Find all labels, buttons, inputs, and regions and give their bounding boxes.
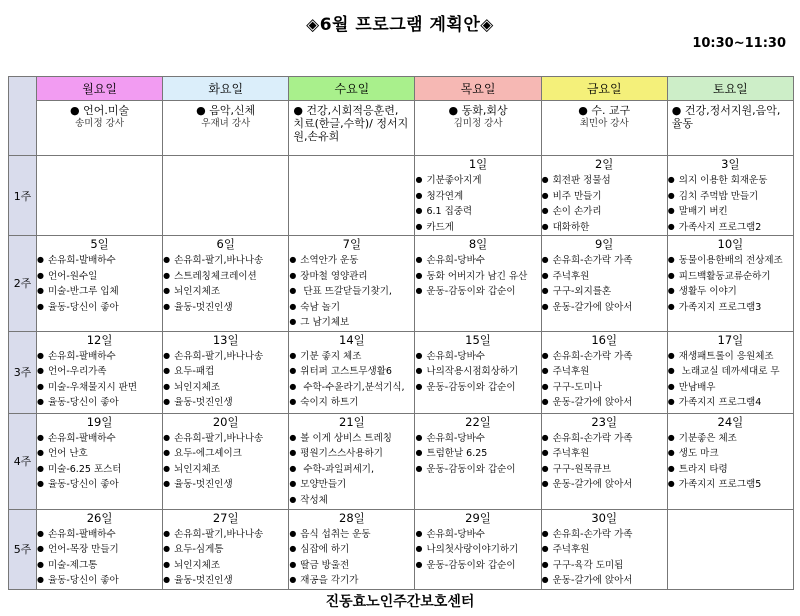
- day-cell: [667, 156, 793, 236]
- day-date: 7일: [342, 237, 362, 251]
- day-date: 5일: [90, 237, 109, 251]
- activity-item: ● 딸금 방울전: [289, 558, 414, 574]
- activity-item: ● 운동-갈가에 앉아서: [542, 395, 667, 411]
- day-cell: [541, 156, 667, 236]
- activity-item: ● 가족지지 프로그램4: [668, 395, 793, 411]
- activity-item: ● 김치 주먹밥 만들기: [668, 189, 793, 205]
- program-title: ● 건강,정서지원,음악, 율동: [671, 104, 781, 130]
- activity-item: ● 음식 섭취는 운동: [289, 527, 414, 543]
- activity-item: ● 언어-우리가족: [37, 364, 162, 380]
- activity-list: [542, 349, 667, 411]
- activity-item: ● 언어-목장 만들기: [37, 542, 162, 558]
- activity-item: ● 재공을 각기가: [289, 573, 414, 589]
- program-cell-sat: [667, 101, 793, 156]
- day-cell: [163, 509, 289, 589]
- activity-item: ● 생활두 이야기: [668, 284, 793, 300]
- activity-item: ● 숙남 놀기: [289, 300, 414, 316]
- activity-list: [289, 253, 414, 331]
- activity-item: ● 언어 난호: [37, 446, 162, 462]
- day-date: 3일: [721, 157, 740, 171]
- activity-item: ● 나의첫사랑이야기하기: [415, 542, 540, 558]
- day-date: 26일: [86, 510, 113, 525]
- day-date: 28일: [339, 510, 365, 525]
- activity-item: ● 율동-멋진인생: [163, 477, 288, 493]
- activity-list: [163, 253, 288, 315]
- day-cell: [289, 413, 415, 509]
- activity-item: ● 미술-6.25 포스터: [37, 462, 162, 478]
- activity-list: [668, 173, 793, 235]
- activity-item: ● 뇌인지체조: [163, 380, 288, 396]
- activity-item: ● 손유희-팔배하수: [37, 431, 162, 447]
- day-date: 9일: [594, 237, 614, 251]
- activity-item: ● 율동-멋진인생: [163, 395, 288, 411]
- activity-item: ● 뇌인지체조: [163, 462, 288, 478]
- day-cell: [163, 156, 289, 236]
- day-cell: [289, 331, 415, 413]
- day-cell: [163, 236, 289, 332]
- activity-item: ● 대화하한: [542, 220, 667, 236]
- activity-item: ● 구구-외지를혼: [542, 284, 667, 300]
- activity-item: ● 율동-멋진인생: [163, 573, 288, 589]
- day-cell: [37, 156, 163, 236]
- activity-list: [37, 431, 162, 493]
- day-date: 13일: [212, 332, 239, 347]
- day-date: 22일: [465, 414, 491, 429]
- center-name: 진동효노인주간보호센터: [325, 594, 475, 610]
- activity-item: ● 운동-감동이와 갑순이: [415, 558, 540, 574]
- activity-list: [542, 527, 667, 589]
- activity-item: ● 운동-감동이와 갑순이: [415, 284, 540, 300]
- activity-item: ● 주넉후원: [542, 446, 667, 462]
- day-date: [668, 510, 793, 527]
- activity-item: ● 언어-원수일: [37, 269, 162, 285]
- activity-item: ● 손유희-팔배하수: [37, 349, 162, 365]
- activity-item: ● 운동-갈가에 앉아서: [542, 573, 667, 589]
- activity-list: [668, 253, 793, 315]
- page-title: ◈6월 프로그램 계획안◈: [306, 15, 494, 35]
- activity-item: ● 율동-당신이 좋아: [37, 395, 162, 411]
- program-teacher: 우재녀 강사: [201, 118, 251, 129]
- day-cell: [163, 331, 289, 413]
- activity-item: ● 구구-육각 도미됨: [542, 558, 667, 574]
- activity-item: ● 비주 만들기: [542, 189, 667, 205]
- week-label: 3주: [9, 331, 37, 413]
- day-header-tue: 화요일: [163, 77, 289, 101]
- activity-item: ● 손유희-팔기,바나나송: [163, 349, 288, 365]
- day-date: 1일: [468, 157, 488, 171]
- activity-item: ● 장마철 영양관리: [289, 269, 414, 285]
- activity-item: ● 수학-과일퍼세기,: [289, 462, 414, 478]
- day-date: 30일: [591, 510, 618, 525]
- day-cell: [415, 509, 541, 589]
- activity-list: [37, 349, 162, 411]
- activity-item: ● 만남배우: [668, 380, 793, 396]
- activity-list: [542, 173, 667, 235]
- activity-item: ● 평원기스스사용하기: [289, 446, 414, 462]
- day-date: 8일: [468, 237, 488, 251]
- activity-item: ● 단표 뜨갈닫들기찾기,: [289, 284, 414, 300]
- activity-item: ● 손유희-당바수: [415, 253, 540, 269]
- day-cell: [667, 509, 793, 589]
- activity-item: ● 뇌인지체조: [163, 558, 288, 574]
- day-cell: [163, 413, 289, 509]
- activity-item: ● 손유희-손가락 가족: [542, 527, 667, 543]
- activity-item: ● 율동-당신이 좋아: [37, 300, 162, 316]
- day-cell: [415, 156, 541, 236]
- activity-list: [415, 173, 540, 235]
- activity-item: ● 뇌인지체조: [163, 284, 288, 300]
- day-cell: [541, 413, 667, 509]
- activity-item: ● 손유희-팔배하수: [37, 527, 162, 543]
- activity-item: ● 트라지 타령: [668, 462, 793, 478]
- activity-item: ● 손유희-팔기,바나나송: [163, 527, 288, 543]
- activity-item: ● 동물이용한배의 전상제조: [668, 253, 793, 269]
- activity-item: ● 심잡에 하기: [289, 542, 414, 558]
- week-label: 4주: [9, 413, 37, 509]
- activity-list: [668, 431, 793, 493]
- activity-list: [163, 349, 288, 411]
- day-date: 29일: [465, 510, 491, 525]
- day-date: 21일: [339, 414, 365, 429]
- activity-list: [289, 349, 414, 411]
- program-cell-wed: [289, 101, 415, 156]
- day-cell: [415, 413, 541, 509]
- activity-item: ● 운동-감동이와 갑순이: [415, 380, 540, 396]
- day-header-wed: 수요일: [289, 77, 415, 101]
- activity-item: ● 구구-도미나: [542, 380, 667, 396]
- program-cell-tue: [163, 101, 289, 156]
- activity-item: ● 손유희-팔기,바나나송: [163, 431, 288, 447]
- day-cell: [289, 236, 415, 332]
- day-date: 2일: [594, 157, 614, 171]
- day-date: 23일: [591, 414, 618, 429]
- activity-item: ● 청각연계: [415, 189, 540, 205]
- activity-item: ● 손유희-당바수: [415, 527, 540, 543]
- day-cell: [667, 413, 793, 509]
- program-teacher: 송미정 강사: [75, 118, 125, 129]
- day-date: 6일: [216, 237, 235, 251]
- activity-item: ● 회전판 정물섬: [542, 173, 667, 189]
- activity-item: ● 나의작용시점회상하기: [415, 364, 540, 380]
- activity-item: ● 주넉후원: [542, 269, 667, 285]
- activity-item: ● 가족사지 프로그램2: [668, 220, 793, 236]
- day-cell: [37, 236, 163, 332]
- activity-item: ● 구구-원목큐브: [542, 462, 667, 478]
- day-date: 27일: [212, 510, 239, 525]
- program-title: ● 동화,회상: [448, 104, 508, 117]
- corner-cell: [9, 77, 37, 156]
- activity-item: ● 운동-갈가에 앉아서: [542, 477, 667, 493]
- activity-item: ● 손유희-당바수: [415, 349, 540, 365]
- activity-item: ● 기분좋아지게: [415, 173, 540, 189]
- program-title: ● 언어.미술: [70, 104, 130, 117]
- activity-item: ● 재생패트롤이 응원체조: [668, 349, 793, 365]
- day-cell: [37, 331, 163, 413]
- program-cell-mon: [37, 101, 163, 156]
- activity-item: ● 생도 마크: [668, 446, 793, 462]
- activity-item: ● 미술-반그루 입체: [37, 284, 162, 300]
- activity-list: [37, 253, 162, 315]
- activity-list: [668, 349, 793, 411]
- activity-item: ● 그 남기체보: [289, 315, 414, 331]
- day-date: 12일: [86, 332, 113, 347]
- activity-item: ● 스트레칭체크레이션: [163, 269, 288, 285]
- program-title: ● 음악,신체: [196, 104, 256, 117]
- activity-item: ● 주넉후원: [542, 542, 667, 558]
- schedule-table: [8, 76, 794, 590]
- program-cell-thu: [415, 101, 541, 156]
- activity-item: ● 율동-당신이 좋아: [37, 477, 162, 493]
- program-teacher: 최민아 강사: [579, 118, 629, 129]
- day-date: 20일: [212, 414, 239, 429]
- day-header-fri: 금요일: [541, 77, 667, 101]
- day-cell: [667, 331, 793, 413]
- activity-item: ● 피드백활동교류순하기: [668, 269, 793, 285]
- activity-item: ● 가족지지 프로그램5: [668, 477, 793, 493]
- program-title: ● 건강,시회적응훈련, 치료(한글,수학)/ 정서지원,손유희: [293, 104, 409, 143]
- day-cell: [289, 509, 415, 589]
- activity-item: ● 주넉후원: [542, 364, 667, 380]
- time-range: 10:30~11:30: [692, 36, 786, 51]
- activity-item: ● 모양만들기: [289, 477, 414, 493]
- activity-item: ● 요두-심게통: [163, 542, 288, 558]
- activity-item: ● 미술-제그통: [37, 558, 162, 574]
- activity-list: [415, 527, 540, 574]
- day-cell: [541, 331, 667, 413]
- day-header-mon: 월요일: [37, 77, 163, 101]
- activity-list: [37, 527, 162, 589]
- day-date: [289, 156, 414, 173]
- activity-list: [542, 253, 667, 315]
- activity-item: ● 카드게: [415, 220, 540, 236]
- day-date: 15일: [465, 332, 491, 347]
- activity-list: [163, 431, 288, 493]
- activity-item: ● 운동-감동이와 갑순이: [415, 462, 540, 478]
- activity-item: ● 미술-우채물지시 판면: [37, 380, 162, 396]
- activity-item: ● 손이 손가리: [542, 204, 667, 220]
- day-date: 10일: [717, 237, 744, 251]
- day-cell: [415, 331, 541, 413]
- activity-list: [289, 527, 414, 589]
- activity-item: ● 소역안가 운동: [289, 253, 414, 269]
- day-cell: [541, 236, 667, 332]
- activity-item: ● 손유희-팔기,바나나송: [163, 253, 288, 269]
- activity-item: ● 위터퍼 고스트무생활6: [289, 364, 414, 380]
- day-date: 16일: [591, 332, 618, 347]
- day-date: [37, 156, 162, 173]
- week-label: 2주: [9, 236, 37, 332]
- activity-item: ● 기분좋은 체조: [668, 431, 793, 447]
- activity-item: ● 트럼한날 6.25: [415, 446, 540, 462]
- activity-item: ● 볼 이게 상비스 트레칭: [289, 431, 414, 447]
- activity-item: ● 노래교실 데까세대로 무: [668, 364, 793, 380]
- activity-item: ● 숙이지 하트기: [289, 395, 414, 411]
- day-date: 17일: [717, 332, 744, 347]
- activity-item: ● 가족지지 프로그램3: [668, 300, 793, 316]
- day-cell: [541, 509, 667, 589]
- activity-item: ● 율동-멋진인생: [163, 300, 288, 316]
- activity-list: [163, 527, 288, 589]
- day-header-thu: 목요일: [415, 77, 541, 101]
- activity-list: [415, 349, 540, 396]
- day-date: 19일: [86, 414, 113, 429]
- day-cell: [37, 509, 163, 589]
- activity-item: ● 손유희-당바수: [415, 431, 540, 447]
- activity-item: ● 수학-수윤라기,분석기식,: [289, 380, 414, 396]
- activity-list: [542, 431, 667, 493]
- activity-item: ● 말배기 버킨: [668, 204, 793, 220]
- day-cell: [667, 236, 793, 332]
- activity-item: ● 동화 어버지가 남긴 유산: [415, 269, 540, 285]
- week-label: 1주: [9, 156, 37, 236]
- activity-item: ● 운동-갈가에 앉아서: [542, 300, 667, 316]
- day-cell: [37, 413, 163, 509]
- activity-item: ● 의지 이용한 회재운동: [668, 173, 793, 189]
- day-cell: [415, 236, 541, 332]
- day-date: 24일: [717, 414, 744, 429]
- activity-list: [415, 431, 540, 478]
- activity-item: ● 손유희-손가락 가족: [542, 349, 667, 365]
- activity-item: ● 손유희-손가락 가족: [542, 253, 667, 269]
- day-cell: [289, 156, 415, 236]
- activity-list: [415, 253, 540, 300]
- activity-item: ● 손유희-손가락 가족: [542, 431, 667, 447]
- activity-item: ● 손유희-발배하수: [37, 253, 162, 269]
- day-header-sat: 토요일: [667, 77, 793, 101]
- week-label: 5주: [9, 509, 37, 589]
- activity-item: ● 율동-당신이 좋아: [37, 573, 162, 589]
- activity-item: ● 6.1 집중력: [415, 204, 540, 220]
- activity-item: ● 작성체: [289, 493, 414, 509]
- activity-item: ● 기분 좋지 체조: [289, 349, 414, 365]
- day-date: 14일: [339, 332, 365, 347]
- activity-list: [289, 431, 414, 509]
- day-date: [163, 156, 288, 173]
- program-cell-fri: [541, 101, 667, 156]
- program-teacher: 김미정 강사: [453, 118, 503, 129]
- activity-item: ● 요두-에그셰이크: [163, 446, 288, 462]
- activity-item: ● 요두-패컵: [163, 364, 288, 380]
- program-title: ● 수. 교구: [578, 104, 631, 117]
